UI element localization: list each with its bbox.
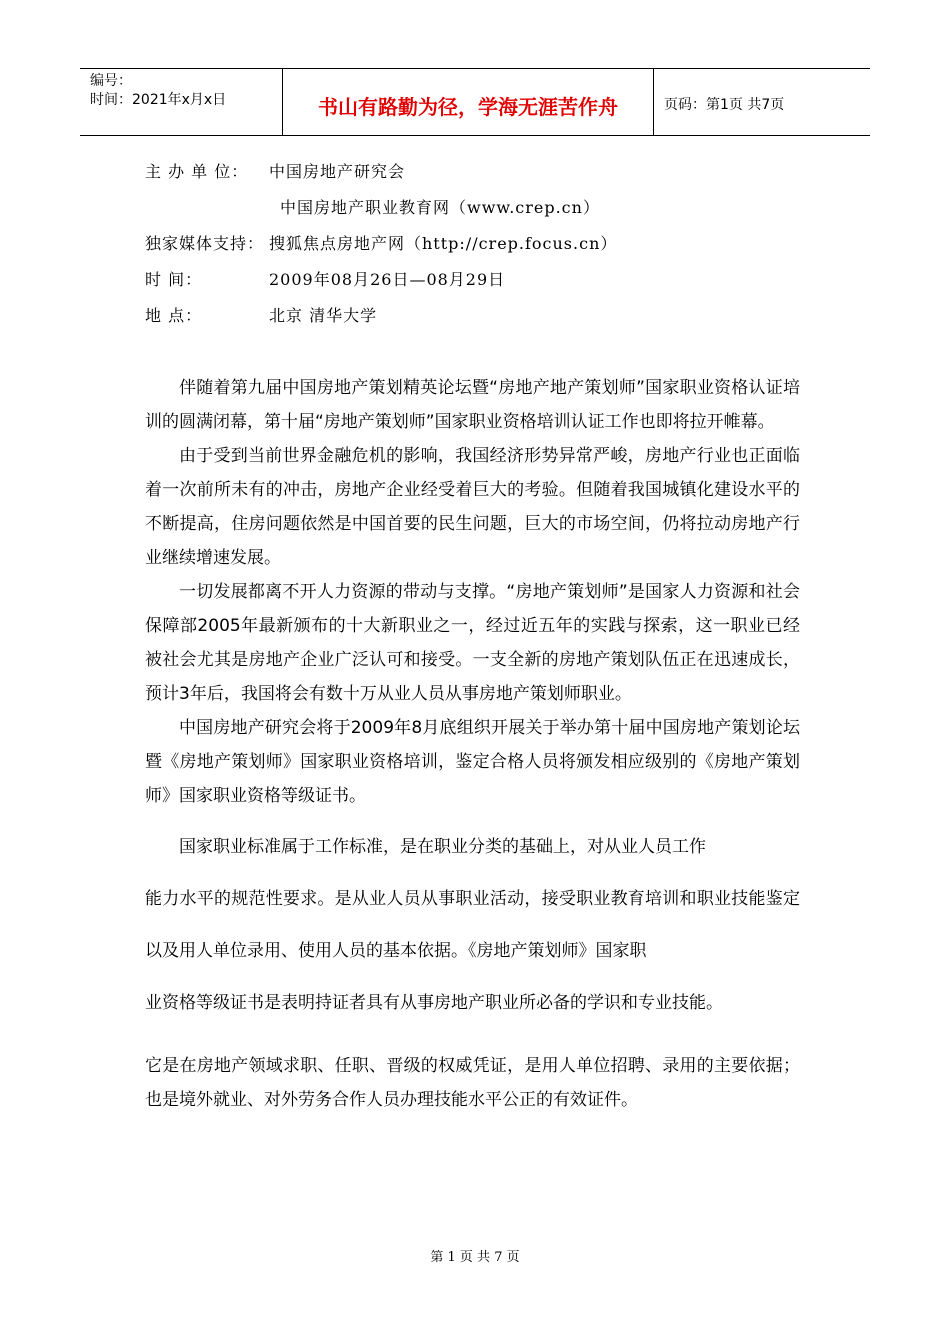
info-time: [145, 266, 617, 302]
media-value: 搜狐焦点房地产网（http://crep.focus.cn）: [269, 234, 618, 253]
document-number: 编号：: [90, 73, 132, 89]
paragraph-5-cont-2: 业资格等级证书是表明持证者具有从事房地产职业所必备的学识和专业技能。: [145, 993, 723, 1013]
header-meta: [80, 69, 282, 135]
paragraph-2: 由于受到当前世界金融危机的影响，我国经济形势异常严峻，房地产行业也正面临着一次前所未有的冲击，房地产企业经受着巨大的考验。但随着我国城镇化建设水平的不断提高，住房问题依然是中国首要的民生问题，巨大的市场空间，仍将拉动房地产行业继续增速发展。: [145, 446, 800, 568]
place-value: 北京 清华大学: [269, 306, 378, 325]
time-value: 2009年08月26日—08月29日: [269, 270, 506, 289]
header-page-number: 页码：第1页 共7页: [664, 97, 785, 113]
media-label: 独家媒体支持：: [145, 234, 265, 253]
paragraph-5: 国家职业标准属于工作标准，是在职业分类的基础上，对从业人员工作: [179, 837, 706, 857]
info-organizer: [145, 158, 617, 194]
document-date: 时间：2021年x月x日: [90, 92, 227, 108]
paragraph-5-cont: 能力水平的规范性要求。是从业人员从事职业活动，接受职业教育培训和职业技能鉴定以及用人单位录用、使用人员的基本依据。《房地产策划师》国家职: [145, 889, 800, 961]
page-footer: 第 1 页 共 7 页: [430, 1250, 520, 1265]
info-place: [145, 302, 617, 338]
paragraph-1: 伴随着第九届中国房地产策划精英论坛暨“房地产地产策划师”国家职业资格认证培训的圆满闭幕，第十届“房地产策划师”国家职业资格培训认证工作也即将拉开帷幕。: [145, 378, 800, 432]
time-label: 时 间：: [145, 270, 203, 289]
page-header: [80, 68, 870, 136]
event-info: [145, 158, 617, 338]
paragraph-4: 中国房地产研究会将于2009年8月底组织开展关于举办第十届中国房地产策划论坛暨《房地产策划师》国家职业资格培训，鉴定合格人员将颁发相应级别的《房地产策划师》国家职业资格等级证书。: [145, 718, 800, 806]
organizer-label: 主 办 单 位：: [145, 162, 249, 181]
paragraph-3: 一切发展都离不开人力资源的带动与支撑。“房地产策划师”是国家人力资源和社会保障部2005年最新颁布的十大新职业之一，经过近五年的实践与探索，这一职业已经被社会尤其是房地产企业广泛认可和接受。一支全新的房地产策划队伍正在迅速成长，预计3年后，我国将会有数十万从业人员从事房地产策划师职业。: [145, 582, 800, 704]
organizer-value-2: 中国房地产职业教育网（www.crep.cn）: [280, 198, 600, 217]
header-slogan: 书山有路勤为径，学海无涯苦作舟: [282, 69, 654, 135]
organizer-value-1: 中国房地产研究会: [269, 162, 406, 181]
info-media: [145, 230, 617, 266]
document-body: [145, 371, 800, 1117]
paragraph-5-cont-3: 它是在房地产领域求职、任职、晋级的权威凭证，是用人单位招聘、录用的主要依据；也是境外就业、对外劳务合作人员办理技能水平公正的有效证件。: [145, 1056, 800, 1110]
place-label: 地 点：: [145, 306, 203, 325]
info-organizer-2: [145, 194, 617, 230]
